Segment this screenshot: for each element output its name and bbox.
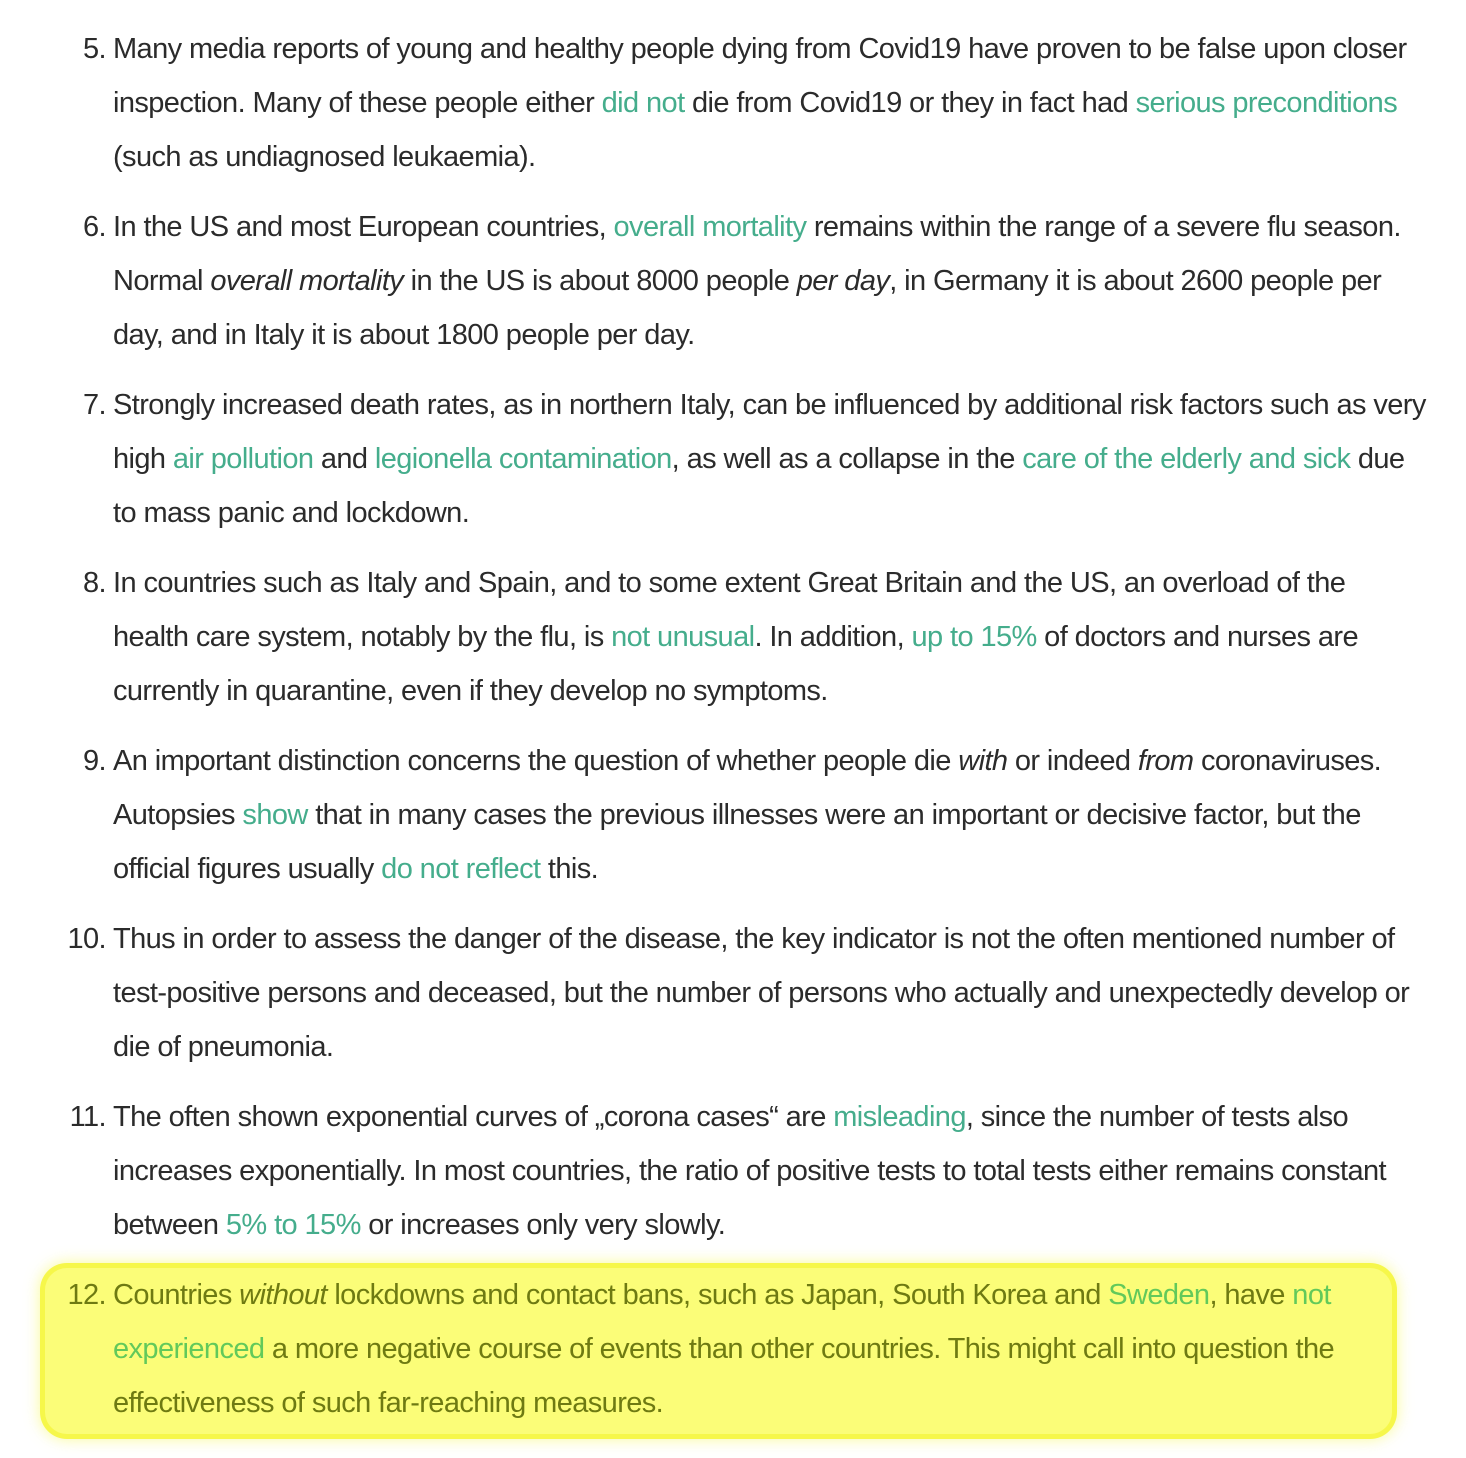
list-item: [0, 22, 1466, 184]
list-item: [0, 1268, 1466, 1430]
inline-link[interactable]: serious preconditions: [1135, 87, 1398, 119]
item-number: 9.: [83, 745, 106, 777]
body-text: a more negative course of events than other countries. This might call into question the effectiveness of such far-reaching measures.: [113, 1333, 1335, 1419]
emphasis-text: overall mortality: [210, 265, 404, 297]
emphasis-text: per day: [796, 265, 890, 297]
inline-link[interactable]: misleading: [833, 1101, 966, 1133]
inline-link[interactable]: do not reflect: [381, 853, 541, 885]
item-number: 7.: [83, 389, 106, 421]
inline-link[interactable]: not unusual: [611, 621, 755, 653]
item-number: 6.: [83, 211, 106, 243]
body-text: Strongly increased death rates, as in northern Italy, can be influenced by additional risk factors such as very high: [113, 389, 1426, 475]
item-number: 11.: [69, 1101, 106, 1133]
body-text: . In addition,: [754, 621, 912, 653]
body-text: of doctors and nurses are currently in quarantine, even if they develop no symptoms.: [113, 621, 1359, 707]
body-text: in the US is about 8000 people: [403, 265, 797, 297]
inline-link[interactable]: up to 15%: [911, 621, 1037, 653]
list-item: [0, 556, 1466, 718]
body-text: or indeed: [1007, 745, 1138, 777]
body-text: remains within the range of a severe flu season. Normal: [113, 211, 1401, 297]
body-text: , as well as a collapse in the: [671, 443, 1023, 475]
body-text: Many media reports of young and healthy people dying from Covid19 have proven to be false upon closer inspection. Many of these people either: [113, 33, 1407, 119]
body-text: die from Covid19 or they in fact had: [684, 87, 1136, 119]
list-item: [0, 378, 1466, 540]
item-number: 5.: [83, 33, 106, 65]
item-number: 8.: [83, 567, 106, 599]
numbered-list: [0, 22, 1466, 1446]
body-text: In the US and most European countries,: [113, 211, 614, 243]
emphasis-text: from: [1137, 745, 1194, 777]
inline-link[interactable]: show: [242, 799, 308, 831]
inline-link[interactable]: care of the elderly and sick: [1022, 443, 1351, 475]
emphasis-text: without: [239, 1279, 327, 1311]
item-number: 12.: [67, 1279, 106, 1311]
body-text: In countries such as Italy and Spain, and to some extent Great Britain and the US, an overload of the health care system, notably by the flu, is: [113, 567, 1346, 653]
body-text: , have: [1209, 1279, 1293, 1311]
body-text: The often shown exponential curves of „corona cases“ are: [113, 1101, 834, 1133]
inline-link[interactable]: overall mortality: [613, 211, 807, 243]
body-text: , since the number of tests also increases exponentially. In most countries, the ratio of positive tests to total tests either remains constant between: [113, 1101, 1386, 1241]
emphasis-text: with: [958, 745, 1008, 777]
inline-link[interactable]: Sweden: [1108, 1279, 1210, 1311]
inline-link[interactable]: legionella contamination: [374, 443, 672, 475]
item-number: 10.: [67, 923, 106, 955]
list-item: [0, 200, 1466, 362]
body-text: coronaviruses. Autopsies: [113, 745, 1382, 831]
body-text: Thus in order to assess the danger of the disease, the key indicator is not the often mentioned number of test-positive persons and deceased, but the number of persons who actually and unexpectedly develop or die of pneumonia.: [113, 923, 1410, 1063]
body-text: that in many cases the previous illnesses were an important or decisive factor, but the official figures usually: [113, 799, 1361, 885]
body-text: An important distinction concerns the question of whether people die: [113, 745, 959, 777]
body-text: and: [313, 443, 375, 475]
body-text: lockdowns and contact bans, such as Japan, South Korea and: [326, 1279, 1109, 1311]
body-text: this.: [540, 853, 599, 885]
body-text: , in Germany it is about 2600 people per day, and in Italy it is about 1800 people per day.: [113, 265, 1382, 351]
list-item: [0, 734, 1466, 896]
inline-link[interactable]: air pollution: [172, 443, 314, 475]
inline-link[interactable]: did not: [601, 87, 685, 119]
body-text: due to mass panic and lockdown.: [113, 443, 1405, 529]
body-text: or increases only very slowly.: [360, 1209, 726, 1241]
list-item: [0, 1090, 1466, 1252]
body-text: (such as undiagnosed leukaemia).: [113, 141, 536, 173]
inline-link[interactable]: not experienced: [113, 1279, 1331, 1365]
inline-link[interactable]: 5% to 15%: [225, 1209, 361, 1241]
list-item: [0, 912, 1466, 1074]
body-text: Countries: [113, 1279, 240, 1311]
